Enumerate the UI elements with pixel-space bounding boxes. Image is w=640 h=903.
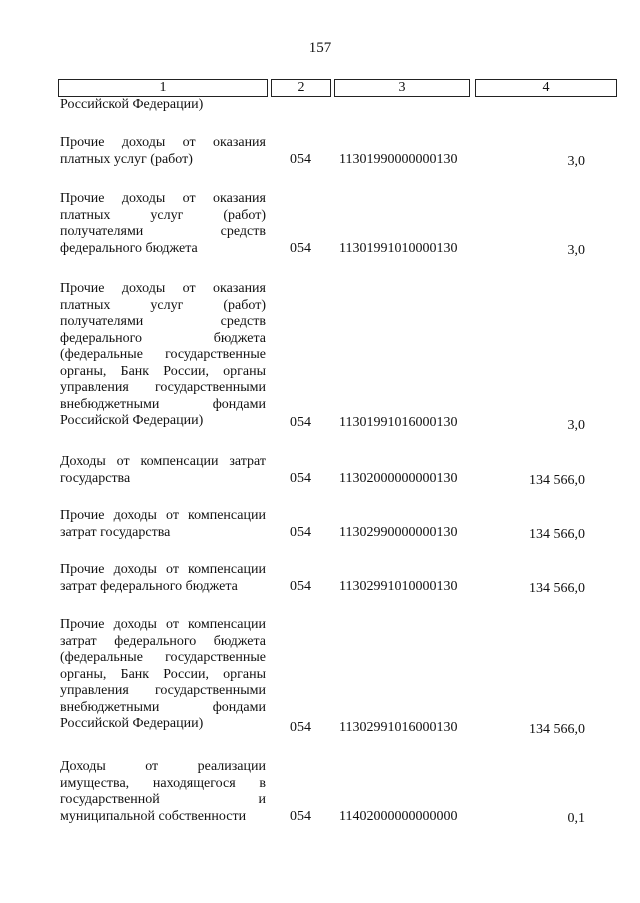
- budget-code: 11302000000000130: [339, 470, 458, 486]
- amount: 3,0: [567, 154, 585, 169]
- row-description: Прочие доходы от оказания платных услуг (работ): [60, 135, 266, 167]
- admin-code: 054: [290, 808, 311, 824]
- budget-code: 11301991010000130: [339, 240, 458, 256]
- row-description: Прочие доходы от оказания платных услуг (работ) получателями средств федерального бюджета (федеральные государственные органы, Банк России, органы управления государственными внебюджетными фондами Российской Федерации): [60, 281, 266, 428]
- admin-code: 054: [290, 151, 311, 167]
- budget-code: 11302991010000130: [339, 578, 458, 594]
- row-description: Прочие доходы от компенсации затрат федерального бюджета: [60, 562, 266, 594]
- header-col-4: 4: [475, 79, 617, 97]
- page-number: 157: [308, 40, 332, 56]
- budget-code: 11301990000000130: [339, 151, 458, 167]
- row-description: Прочие доходы от компенсации затрат государства: [60, 508, 266, 540]
- row-description: Доходы от реализации имущества, находящегося в государственной и муниципальной собственности: [60, 759, 266, 824]
- amount: 3,0: [567, 243, 585, 258]
- amount: 134 566,0: [529, 581, 585, 596]
- header-col-1: 1: [58, 79, 268, 97]
- row-description: Прочие доходы от компенсации затрат федерального бюджета (федеральные государственные органы, Банк России, органы управления государственными внебюджетными фондами Российской Федерации): [60, 617, 266, 731]
- budget-code: 11301991016000130: [339, 415, 458, 430]
- row-description: Доходы от компенсации затрат государства: [60, 454, 266, 486]
- admin-code: 054: [290, 524, 311, 540]
- continuation-text: Российской Федерации): [60, 97, 204, 112]
- budget-code: 11302991016000130: [339, 720, 458, 735]
- admin-code: 054: [290, 240, 311, 256]
- admin-code: 054: [290, 415, 311, 430]
- admin-code: 054: [290, 578, 311, 594]
- budget-code: 11402000000000000: [339, 808, 458, 824]
- header-col-3: 3: [334, 79, 470, 97]
- admin-code: 054: [290, 470, 311, 486]
- header-col-2: 2: [271, 79, 331, 97]
- admin-code: 054: [290, 720, 311, 735]
- amount: 0,1: [567, 811, 585, 826]
- amount: 134 566,0: [529, 473, 585, 488]
- row-description: Прочие доходы от оказания платных услуг (работ) получателями средств федерального бюджета: [60, 191, 266, 256]
- amount: 3,0: [567, 418, 585, 433]
- budget-code: 11302990000000130: [339, 524, 458, 540]
- amount: 134 566,0: [529, 722, 585, 737]
- amount: 134 566,0: [529, 527, 585, 542]
